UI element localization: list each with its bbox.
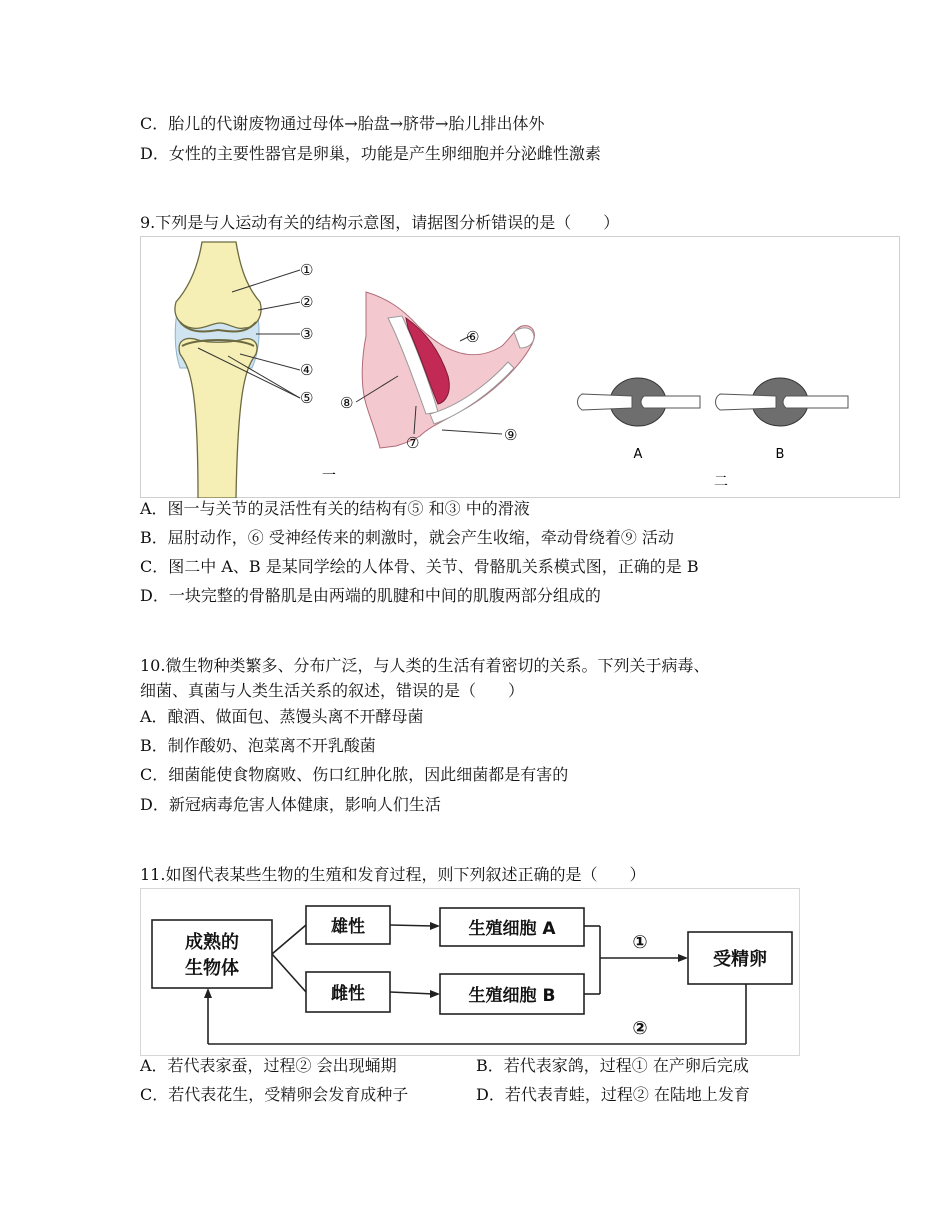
q8-option-d: D．女性的主要性器官是卵巢，功能是产生卵细胞并分泌雌性激素 <box>140 144 601 163</box>
q11-option-a: A．若代表家蚕，过程② 会出现蛹期 <box>140 1056 397 1075</box>
zygote-label: 受精卵 <box>713 949 767 970</box>
label-2: ② <box>300 293 314 311</box>
q10-option-c: C．细菌能使食物腐败、伤口红肿化脓，因此细菌都是有害的 <box>140 765 569 784</box>
label-9: ⑨ <box>504 426 518 444</box>
q9-option-d: D．一块完整的骨骼肌是由两端的肌腱和中间的肌腹两部分组成的 <box>140 586 601 605</box>
label-3: ③ <box>300 325 314 343</box>
q9-figure <box>140 236 900 498</box>
q9-option-c: C．图二中 A、B 是某同学绘的人体骨、关节、骨骼肌关系模式图，正确的是 B <box>140 557 699 576</box>
cell-a-label: 生殖细胞 A <box>468 919 556 939</box>
label-a: A <box>633 447 643 462</box>
caption-one: 一 <box>322 468 336 484</box>
q9-option-b: B．屈肘动作，⑥ 受神经传来的刺激时，就会产生收缩，牵动骨绕着⑨ 活动 <box>140 528 674 547</box>
q10-option-a: A．酿酒、做面包、蒸馒头离不开酵母菌 <box>140 707 424 726</box>
step-2-label: ② <box>632 1018 648 1039</box>
organism-label-line1: 成熟的 <box>185 932 239 953</box>
q11-flowchart <box>140 888 800 1056</box>
q10-option-b: B．制作酸奶、泡菜离不开乳酸菌 <box>140 736 376 755</box>
q9-stem: 9.下列是与人运动有关的结构示意图，请据图分析错误的是（ ） <box>140 213 620 232</box>
label-4: ④ <box>300 361 314 379</box>
label-6: ⑥ <box>466 328 480 346</box>
q10-stem-line2: 细菌、真菌与人类生活关系的叙述，错误的是（ ） <box>140 681 525 700</box>
q9-option-a: A．图一与关节的灵活性有关的结构有⑤ 和③ 中的滑液 <box>140 499 530 518</box>
cell-b-label: 生殖细胞 B <box>468 986 556 1006</box>
label-1: ① <box>300 261 314 279</box>
male-label: 雄性 <box>331 917 365 937</box>
q11-option-d: D．若代表青蛙，过程② 在陆地上发育 <box>476 1085 750 1104</box>
q11-stem: 11.如图代表某些生物的生殖和发育过程，则下列叙述正确的是（ ） <box>140 865 646 884</box>
q8-option-c: C．胎儿的代谢废物通过母体→胎盘→脐带→胎儿排出体外 <box>140 114 545 133</box>
q11-option-c: C．若代表花生，受精卵会发育成种子 <box>140 1085 409 1104</box>
label-8: ⑧ <box>340 394 354 412</box>
caption-two: 二 <box>714 474 728 490</box>
q10-option-d: D．新冠病毒危害人体健康，影响人们生活 <box>140 795 441 814</box>
organism-label-line2: 生物体 <box>185 958 239 979</box>
step-1-label: ① <box>632 932 648 953</box>
label-5: ⑤ <box>300 389 314 407</box>
q10-stem-line1: 10.微生物种类繁多、分布广泛，与人类的生活有着密切的关系。下列关于病毒、 <box>140 656 710 675</box>
q11-option-b: B．若代表家鸽，过程① 在产卵后完成 <box>476 1056 749 1075</box>
label-7: ⑦ <box>406 434 420 452</box>
label-b: B <box>775 447 785 462</box>
female-label: 雌性 <box>331 984 365 1004</box>
